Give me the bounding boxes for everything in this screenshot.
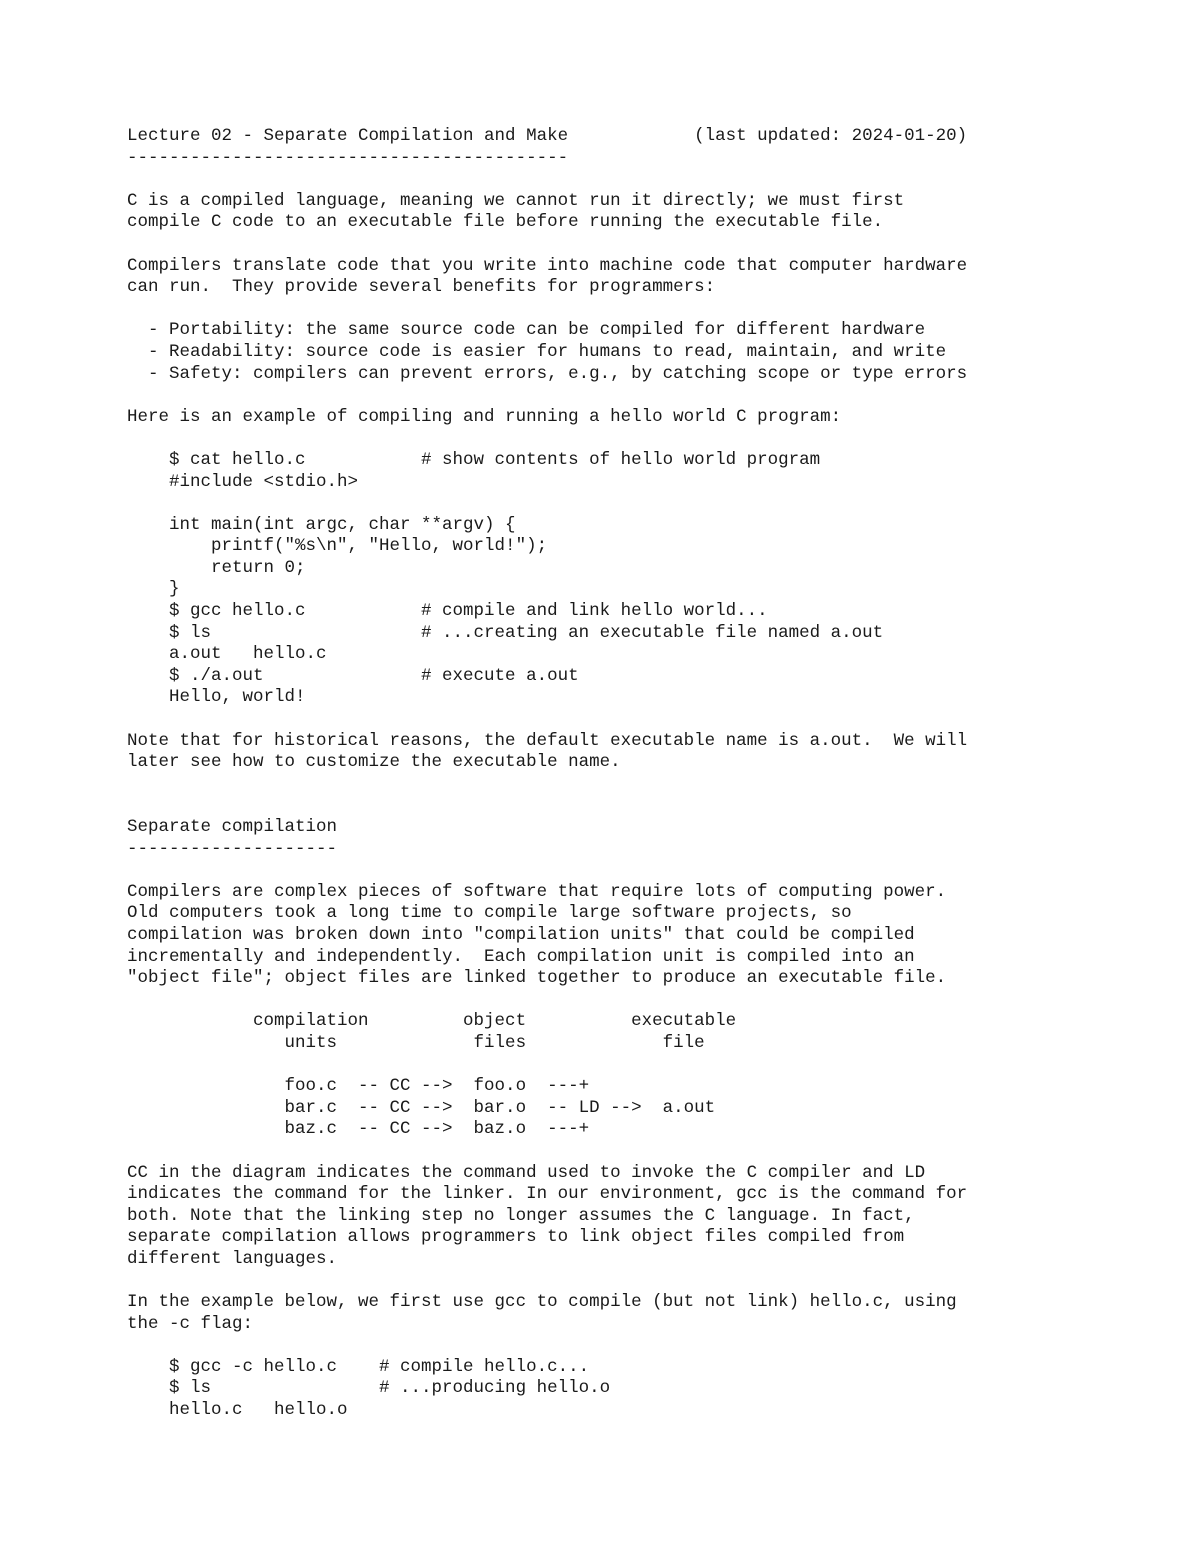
- example-below-line: In the example below, we first use gcc to compile (but not link) hello.c, using: [127, 1292, 957, 1313]
- lecture-document: [127, 126, 1087, 1422]
- section-title: Separate compilation: [127, 817, 338, 837]
- document-title: Lecture 02 - Separate Compilation and Make: [127, 126, 569, 146]
- cc-line: separate compilation allows programmers to link object files compiled from: [127, 1227, 905, 1248]
- code-line: #include <stdio.h>: [127, 471, 359, 492]
- separate-line: Old computers took a long time to compile large software projects, so: [127, 903, 852, 924]
- hello-terminal-session: [127, 450, 1087, 709]
- document-header: [127, 126, 1087, 148]
- code-line: Hello, world!: [127, 687, 306, 708]
- example-intro: Here is an example of compiling and running a hello world C program:: [127, 406, 842, 427]
- code-line: return 0;: [127, 557, 306, 578]
- last-updated-label: (last updated: 2024-01-20): [694, 126, 968, 146]
- compilers-line: can run. They provide several benefits for programmers:: [127, 277, 716, 298]
- compilation-diagram: [127, 1011, 1087, 1141]
- code-line: }: [127, 579, 180, 600]
- separate-line: compilation was broken down into "compilation units" that could be compiled: [127, 924, 915, 945]
- diagram-line: [127, 1055, 1087, 1077]
- separate-line: Compilers are complex pieces of software that require lots of computing power.: [127, 881, 947, 902]
- separate-line: "object file"; object files are linked together to produce an executable file.: [127, 968, 947, 989]
- diagram-line: foo.c -- CC --> foo.o ---+: [127, 1076, 590, 1097]
- code-line: $ gcc -c hello.c # compile hello.c...: [127, 1356, 590, 1377]
- example-below-line: the -c flag:: [127, 1313, 254, 1334]
- note-line: Note that for historical reasons, the default executable name is a.out. We will: [127, 730, 968, 751]
- note-line: later see how to customize the executable name.: [127, 752, 621, 773]
- benefit-item: - Readability: source code is easier for humans to read, maintain, and write: [127, 341, 947, 362]
- code-line: $ ./a.out # execute a.out: [127, 665, 579, 686]
- cc-line: indicates the command for the linker. In our environment, gcc is the command for: [127, 1184, 968, 1205]
- section-underline: --------------------: [127, 838, 338, 859]
- code-line: hello.c hello.o: [127, 1400, 348, 1421]
- compile-terminal-session: [127, 1357, 1087, 1422]
- benefit-item: - Portability: the same source code can be compiled for different hardware: [127, 320, 926, 341]
- diagram-line: units files file: [127, 1032, 705, 1053]
- diagram-line: compilation object executable: [127, 1011, 737, 1032]
- compilers-line: Compilers translate code that you write into machine code that computer hardware: [127, 255, 968, 276]
- diagram-line: bar.c -- CC --> bar.o -- LD --> a.out: [127, 1097, 716, 1118]
- code-line: printf("%s\n", "Hello, world!");: [127, 536, 548, 557]
- cc-line: CC in the diagram indicates the command used to invoke the C compiler and LD: [127, 1162, 926, 1183]
- benefit-item: - Safety: compilers can prevent errors, e.g., by catching scope or type errors: [127, 363, 968, 384]
- code-line: int main(int argc, char **argv) {: [127, 514, 516, 535]
- code-line: $ ls # ...producing hello.o: [127, 1378, 611, 1399]
- diagram-line: baz.c -- CC --> baz.o ---+: [127, 1119, 590, 1140]
- code-line: $ ls # ...creating an executable file named a.out: [127, 622, 884, 643]
- code-line: [127, 493, 1087, 515]
- code-line: a.out hello.c: [127, 644, 327, 665]
- separate-line: incrementally and independently. Each compilation unit is compiled into an: [127, 946, 915, 967]
- code-line: $ gcc hello.c # compile and link hello world...: [127, 601, 768, 622]
- intro-line: C is a compiled language, meaning we cannot run it directly; we must first: [127, 190, 905, 211]
- intro-line: compile C code to an executable file before running the executable file.: [127, 212, 884, 233]
- code-line: $ cat hello.c # show contents of hello world program: [127, 449, 821, 470]
- title-underline: ------------------------------------------: [127, 147, 569, 168]
- cc-line: different languages.: [127, 1248, 338, 1269]
- cc-line: both. Note that the linking step no longer assumes the C language. In fact,: [127, 1205, 915, 1226]
